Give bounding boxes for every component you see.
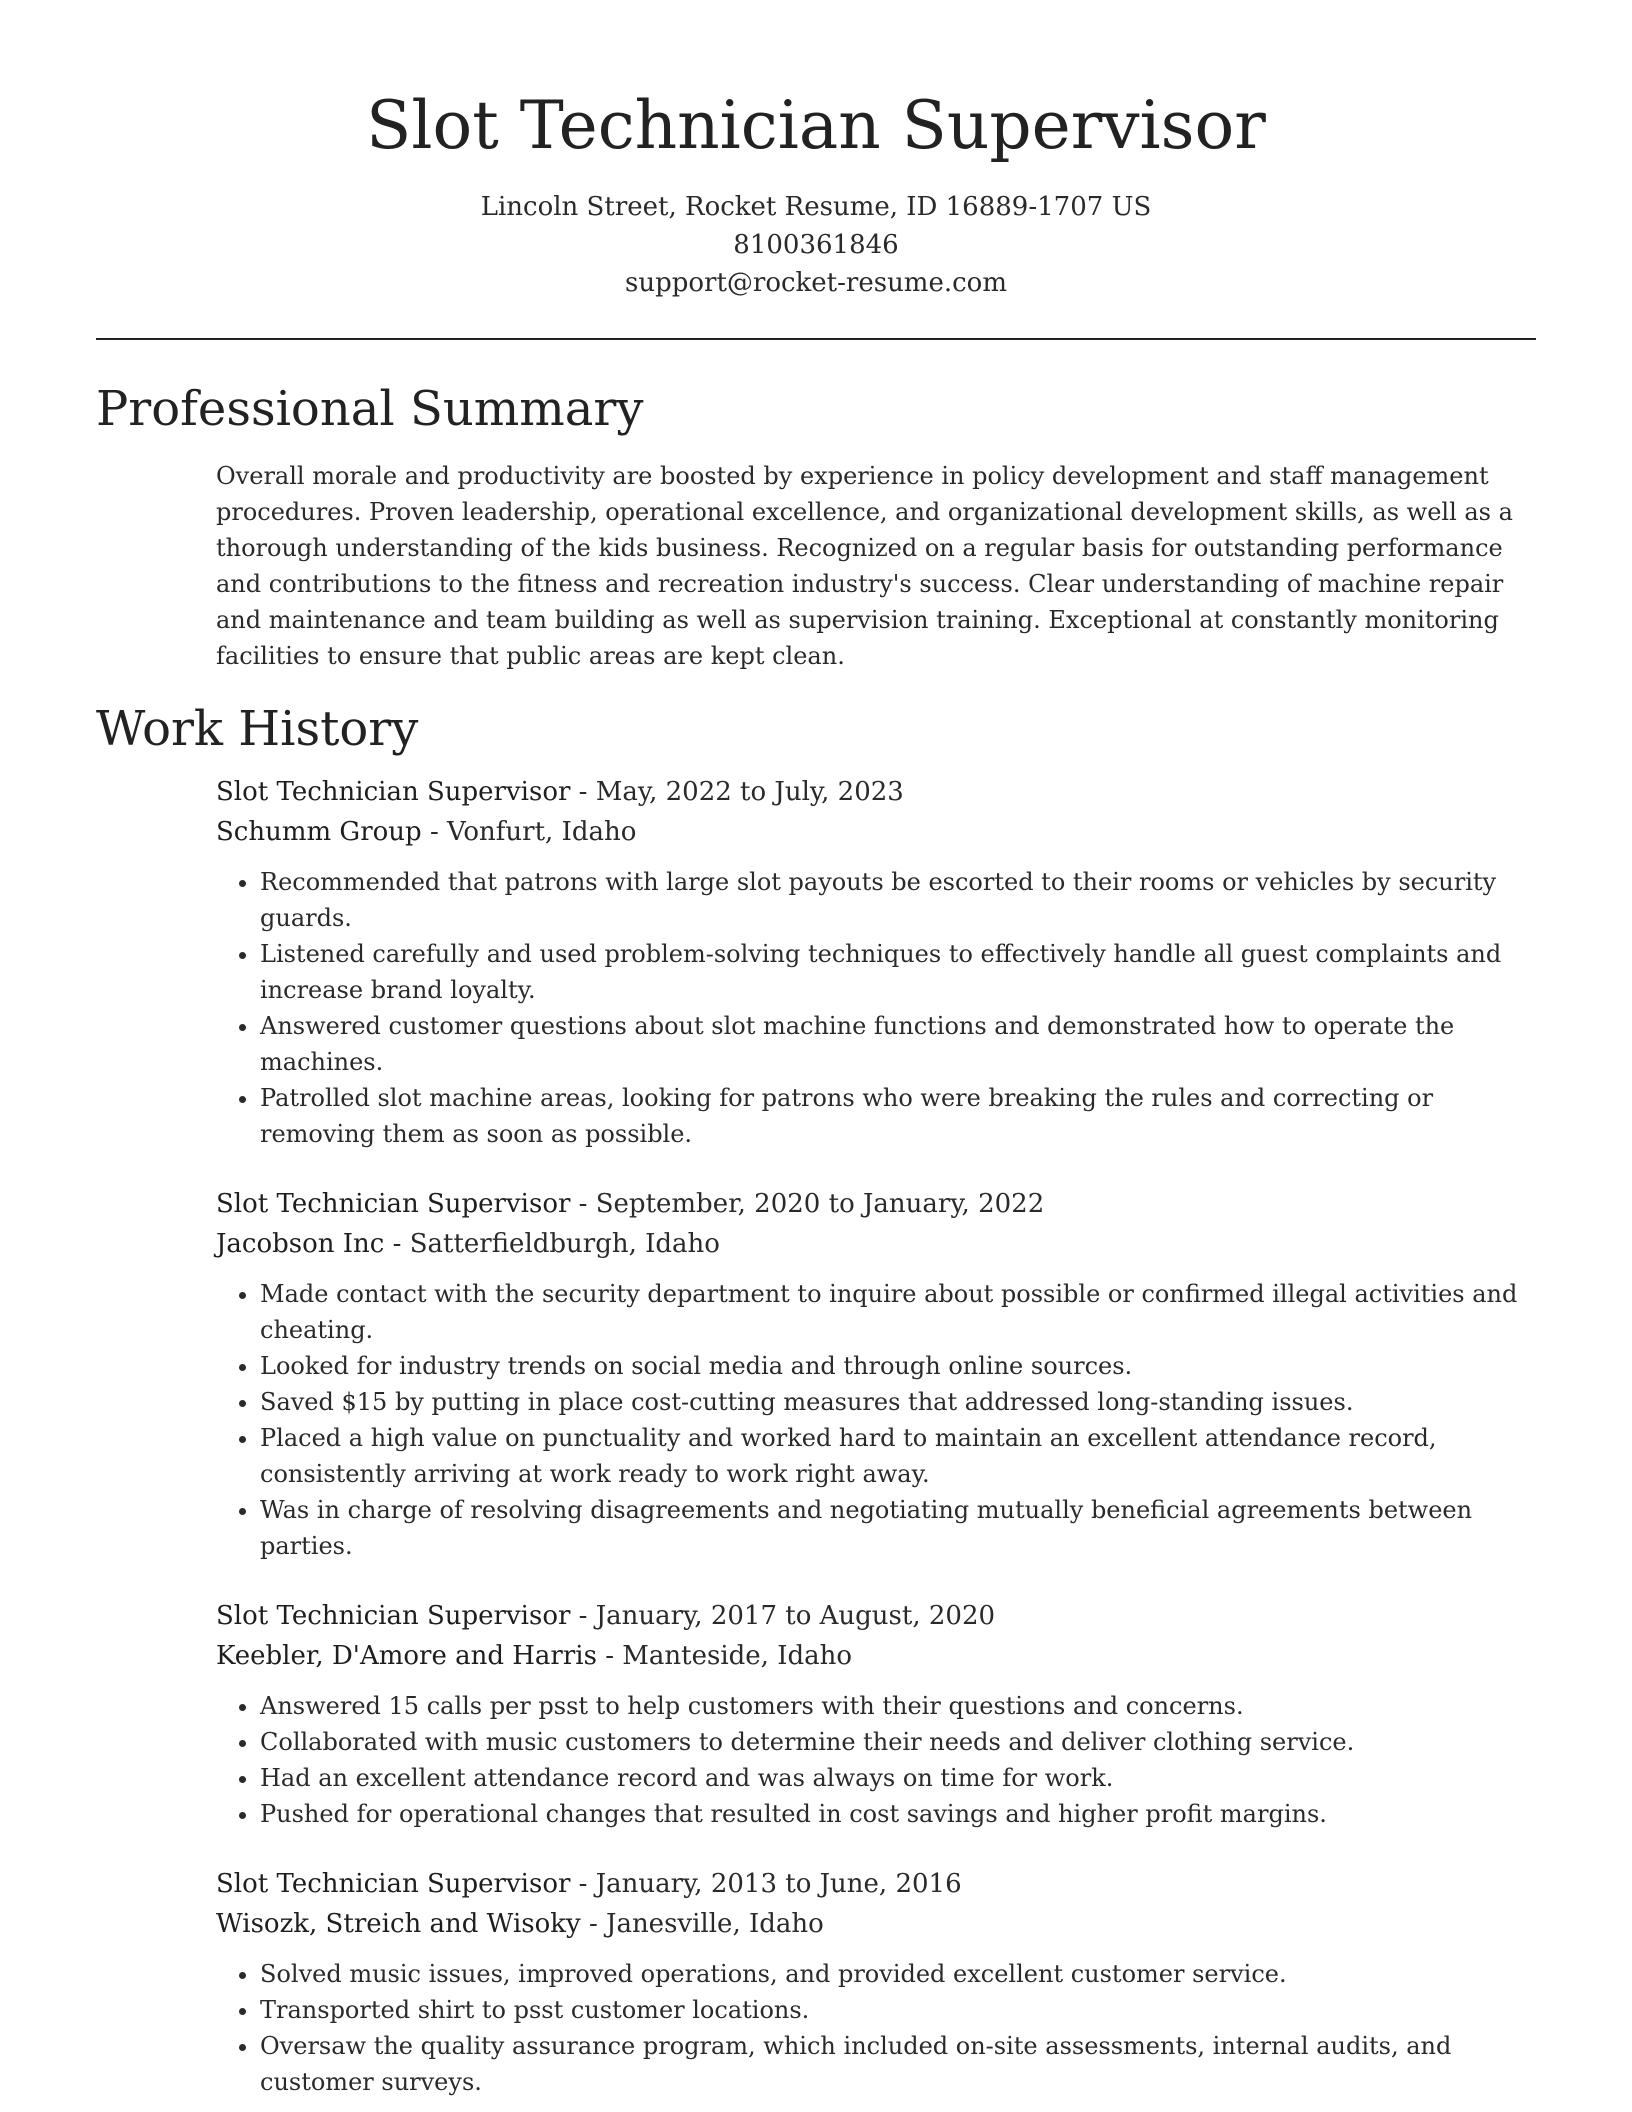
- job-dates: - May, 2022 to July, 2023: [570, 777, 904, 807]
- job-company: Wisozk, Streich and Wisoky: [216, 1909, 581, 1939]
- work-history-list: [216, 772, 1536, 2100]
- job-bullets: [216, 1956, 1536, 2100]
- job-company-line: [216, 1224, 1536, 1264]
- resume-page: [96, 0, 1536, 2100]
- job-company: Jacobson Inc: [216, 1229, 385, 1259]
- job-bullet: • Oversaw the quality assurance program, which included on-site assessments, internal audits, and customer surveys.: [260, 2028, 1536, 2100]
- header-divider: [96, 338, 1536, 340]
- job-bullet: • Patrolled slot machine areas, looking for patrons who were breaking the rules and correcting or removing them as soon as possible.: [260, 1080, 1536, 1152]
- job-company-line: [216, 1636, 1536, 1676]
- job-bullet: • Pushed for operational changes that resulted in cost savings and higher profit margins.: [260, 1796, 1536, 1832]
- job-bullet: • Made contact with the security department to inquire about possible or confirmed illegal activities and cheating.: [260, 1276, 1536, 1348]
- job-location: - Satterfieldburgh, Idaho: [384, 1229, 720, 1259]
- job-bullet: • Was in charge of resolving disagreements and negotiating mutually beneficial agreements between parties.: [260, 1492, 1536, 1564]
- job-role: Slot Technician Supervisor: [216, 777, 571, 807]
- job-dates: - January, 2013 to June, 2016: [570, 1869, 962, 1899]
- job-dates: - January, 2017 to August, 2020: [570, 1601, 996, 1631]
- job-entry: [216, 1864, 1536, 2100]
- job-title-line: [216, 1864, 1536, 1904]
- job-bullets: [216, 1688, 1536, 1832]
- job-title-line: [216, 1596, 1536, 1636]
- work-history-heading: Work History: [96, 701, 419, 757]
- job-bullet: • Looked for industry trends on social media and through online sources.: [260, 1348, 1536, 1384]
- job-bullet: • Collaborated with music customers to determine their needs and deliver clothing service.: [260, 1724, 1536, 1760]
- job-title-line: [216, 1184, 1536, 1224]
- job-location: - Manteside, Idaho: [596, 1641, 853, 1671]
- job-entry: [216, 1184, 1536, 1564]
- job-entry: [216, 1596, 1536, 1832]
- job-company: Keebler, D'Amore and Harris: [216, 1641, 597, 1671]
- job-company-line: [216, 1904, 1536, 1944]
- job-location: - Janesville, Idaho: [580, 1909, 824, 1939]
- job-bullet: • Placed a high value on punctuality and worked hard to maintain an excellent attendance record, consistently arriving at work ready to work right away.: [260, 1420, 1536, 1492]
- job-title-line: [216, 772, 1536, 812]
- job-role: Slot Technician Supervisor: [216, 1189, 571, 1219]
- job-bullet: • Solved music issues, improved operations, and provided excellent customer service.: [260, 1956, 1536, 1992]
- job-dates: - September, 2020 to January, 2022: [570, 1189, 1045, 1219]
- summary-text: Overall morale and productivity are boosted by experience in policy development and staff management procedures. Proven leadership, operational excellence, and organizational development skills, as well as a thorough understanding of the kids business. Recognized on a regular basis for outstanding performance and contributions to the fitness and recreation industry's success. Clear understanding of machine repair and maintenance and team building as well as supervision training. Exceptional at constantly monitoring facilities to ensure that public areas are kept clean.: [216, 462, 1513, 670]
- contact-phone: 8100361846: [733, 230, 899, 260]
- job-bullets: [216, 1276, 1536, 1564]
- contact-address: Lincoln Street, Rocket Resume, ID 16889-1707 US: [480, 192, 1152, 222]
- job-bullet: • Listened carefully and used problem-solving techniques to effectively handle all guest complaints and increase brand loyalty.: [260, 936, 1536, 1008]
- job-bullet: • Answered 15 calls per psst to help customers with their questions and concerns.: [260, 1688, 1536, 1724]
- job-company-line: [216, 812, 1536, 852]
- job-entry: [216, 772, 1536, 1152]
- job-role: Slot Technician Supervisor: [216, 1869, 571, 1899]
- job-role: Slot Technician Supervisor: [216, 1601, 571, 1631]
- summary-heading: Professional Summary: [96, 381, 644, 437]
- job-location: - Vonfurt, Idaho: [421, 817, 637, 847]
- candidate-name: Slot Technician Supervisor: [366, 87, 1266, 164]
- job-bullet: • Answered customer questions about slot machine functions and demonstrated how to operate the machines.: [260, 1008, 1536, 1080]
- contact-email: support@rocket-resume.com: [624, 268, 1007, 298]
- job-bullet: • Saved $15 by putting in place cost-cutting measures that addressed long-standing issues.: [260, 1384, 1536, 1420]
- job-bullet: • Recommended that patrons with large slot payouts be escorted to their rooms or vehicles by security guards.: [260, 864, 1536, 936]
- job-company: Schumm Group: [216, 817, 422, 847]
- job-bullet: • Transported shirt to psst customer locations.: [260, 1992, 1536, 2028]
- contact-block: [96, 188, 1536, 302]
- job-bullet: • Had an excellent attendance record and was always on time for work.: [260, 1760, 1536, 1796]
- job-bullets: [216, 864, 1536, 1152]
